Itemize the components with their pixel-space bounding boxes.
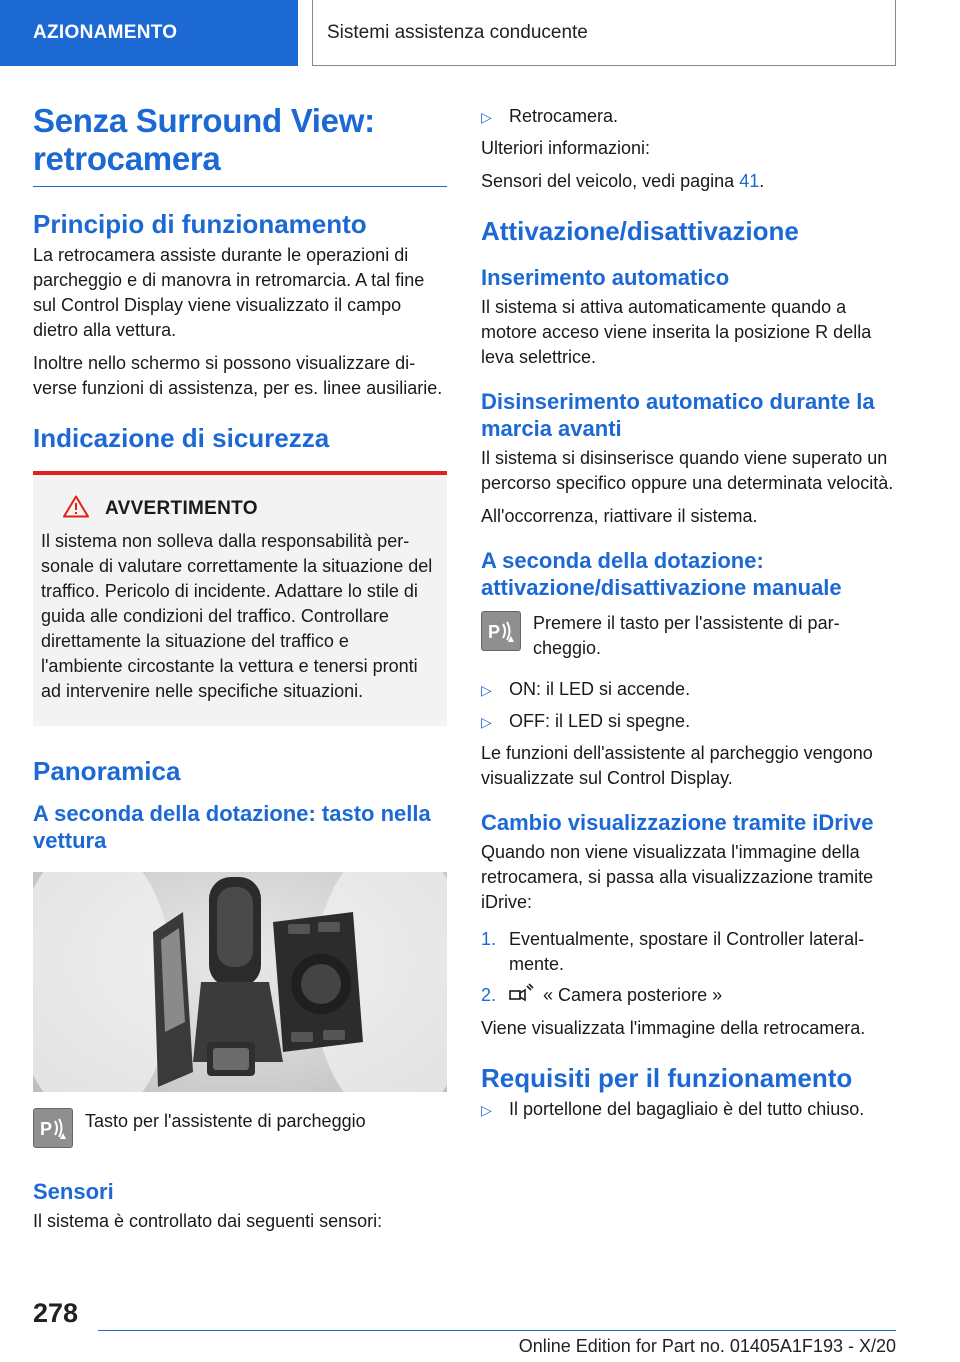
title-divider (33, 186, 447, 187)
safety-heading: Indicazione di sicurezza (33, 423, 330, 453)
auto-on-heading: Inserimento automatico (481, 265, 730, 290)
bullet-triangle-icon: ▷ (481, 714, 492, 730)
list-item: ▷ OFF: il LED si spegne. (481, 709, 896, 735)
sensor-reference: Sensori del veicolo, vedi pagina 41. (481, 171, 765, 191)
further-info-label: Ulteriori informazioni: (481, 138, 651, 158)
sensors-heading: Sensori (33, 1179, 114, 1204)
step-item: 2. « Camera posteriore » (481, 983, 896, 1010)
warning-triangle-icon (63, 495, 93, 523)
right-column (481, 96, 896, 1129)
page-title: Senza Surround View: retrocamera (33, 102, 375, 177)
park-assist-button-icon (33, 1108, 73, 1148)
idrive-text: Quando non viene visualizzata l'immagine della retrocamera, si passa alla visualizzazione tramite iDrive: (481, 842, 874, 912)
svg-text:P: P (488, 622, 501, 642)
button-heading: A seconda della dotazione: tasto nella vettura (33, 801, 431, 853)
auto-off-text-2: All'occorrenza, riattivare il sistema. (481, 506, 758, 526)
list-item: ▷ ON: il LED si accende. (481, 677, 896, 703)
list-item: ▷ Il portellone del bagagliaio è del tutto chiuso. (481, 1097, 896, 1123)
auto-on-text: Il sistema si attiva automaticamente quando a motore acceso viene inserita la posizione R della leva selettrice. (481, 297, 872, 367)
idrive-heading: Cambio visualizzazione tramite iDrive (481, 810, 874, 835)
manual-instruction (481, 611, 896, 661)
list-item: ▷ Retrocamera. (481, 104, 896, 130)
park-assist-button-icon (481, 611, 521, 651)
step-item: 1. Eventualmente, spostare il Controller lateralmente. (481, 929, 865, 974)
park-assist-caption-text: Tasto per l'assistente di parcheggio (85, 1111, 366, 1131)
requirements-heading: Requisiti per il funzionamento (481, 1063, 853, 1093)
principle-heading: Principio di funzionamento (33, 209, 367, 239)
activation-heading: Attivazione/disattivazione (481, 216, 799, 246)
footer-divider (98, 1330, 896, 1331)
bullet-triangle-icon: ▷ (481, 682, 492, 698)
console-photo (33, 872, 447, 1092)
result-text: Viene visualizzata l'immagine della retrocamera. (481, 1018, 866, 1038)
manual-instruction-text: Premere il tasto per l'assistente di parcheggio. (533, 613, 840, 658)
principle-paragraph-1: La retrocamera assiste durante le operazioni di parcheggio e di manovra in retromarcia. A tal fine sul Control Display viene visualizzato il campo dietro alla vettura. (33, 245, 425, 340)
page-number: 278 (33, 1298, 79, 1328)
warning-title: AVVERTIMENTO (105, 498, 258, 519)
auto-off-heading: Disinserimento automatico durante la marcia avanti (481, 389, 875, 441)
functions-text: Le funzioni dell'assistente al parcheggio vengono visualizzate sul Control Display. (481, 743, 873, 788)
sensors-text: Il sistema è controllato dai seguenti sensori: (33, 1211, 383, 1231)
warning-box (33, 471, 447, 726)
warning-text: Il sistema non solleva dalla responsabilità personale di valutare correttamente la situazione del traffico. Pericolo di incidente. Adattare lo stile di guida alle condizioni del traffico. Controllare direttamente la situazione del traffico e l'ambiente circostante la vettura e tenersi pronti ad intervenire nelle specifiche situazioni. (41, 531, 433, 701)
auto-off-text: Il sistema si disinserisce quando viene superato un percorso specifico oppure una determinata velocità. (481, 448, 894, 493)
left-column (33, 96, 447, 1242)
camera-icon (509, 983, 543, 1010)
chapter-title: Sistemi assistenza conducente (312, 0, 896, 66)
section-tab: AZIONAMENTO (0, 0, 298, 66)
bullet-triangle-icon: ▷ (481, 109, 492, 125)
bullet-triangle-icon: ▷ (481, 1102, 492, 1118)
overview-heading: Panoramica (33, 756, 181, 786)
page-link[interactable]: 41 (739, 171, 760, 191)
edition-note: Online Edition for Part no. 01405A1F193 - X/20 (518, 1336, 896, 1356)
principle-paragraph-2: Inoltre nello schermo si possono visualizzare diverse funzioni di assistenza, per es. linee ausiliarie. (33, 353, 443, 398)
svg-text:P: P (40, 1119, 53, 1139)
park-assist-caption (33, 1108, 447, 1148)
manual-heading: A seconda della dotazione: attivazione/disattivazione manuale (481, 548, 842, 600)
